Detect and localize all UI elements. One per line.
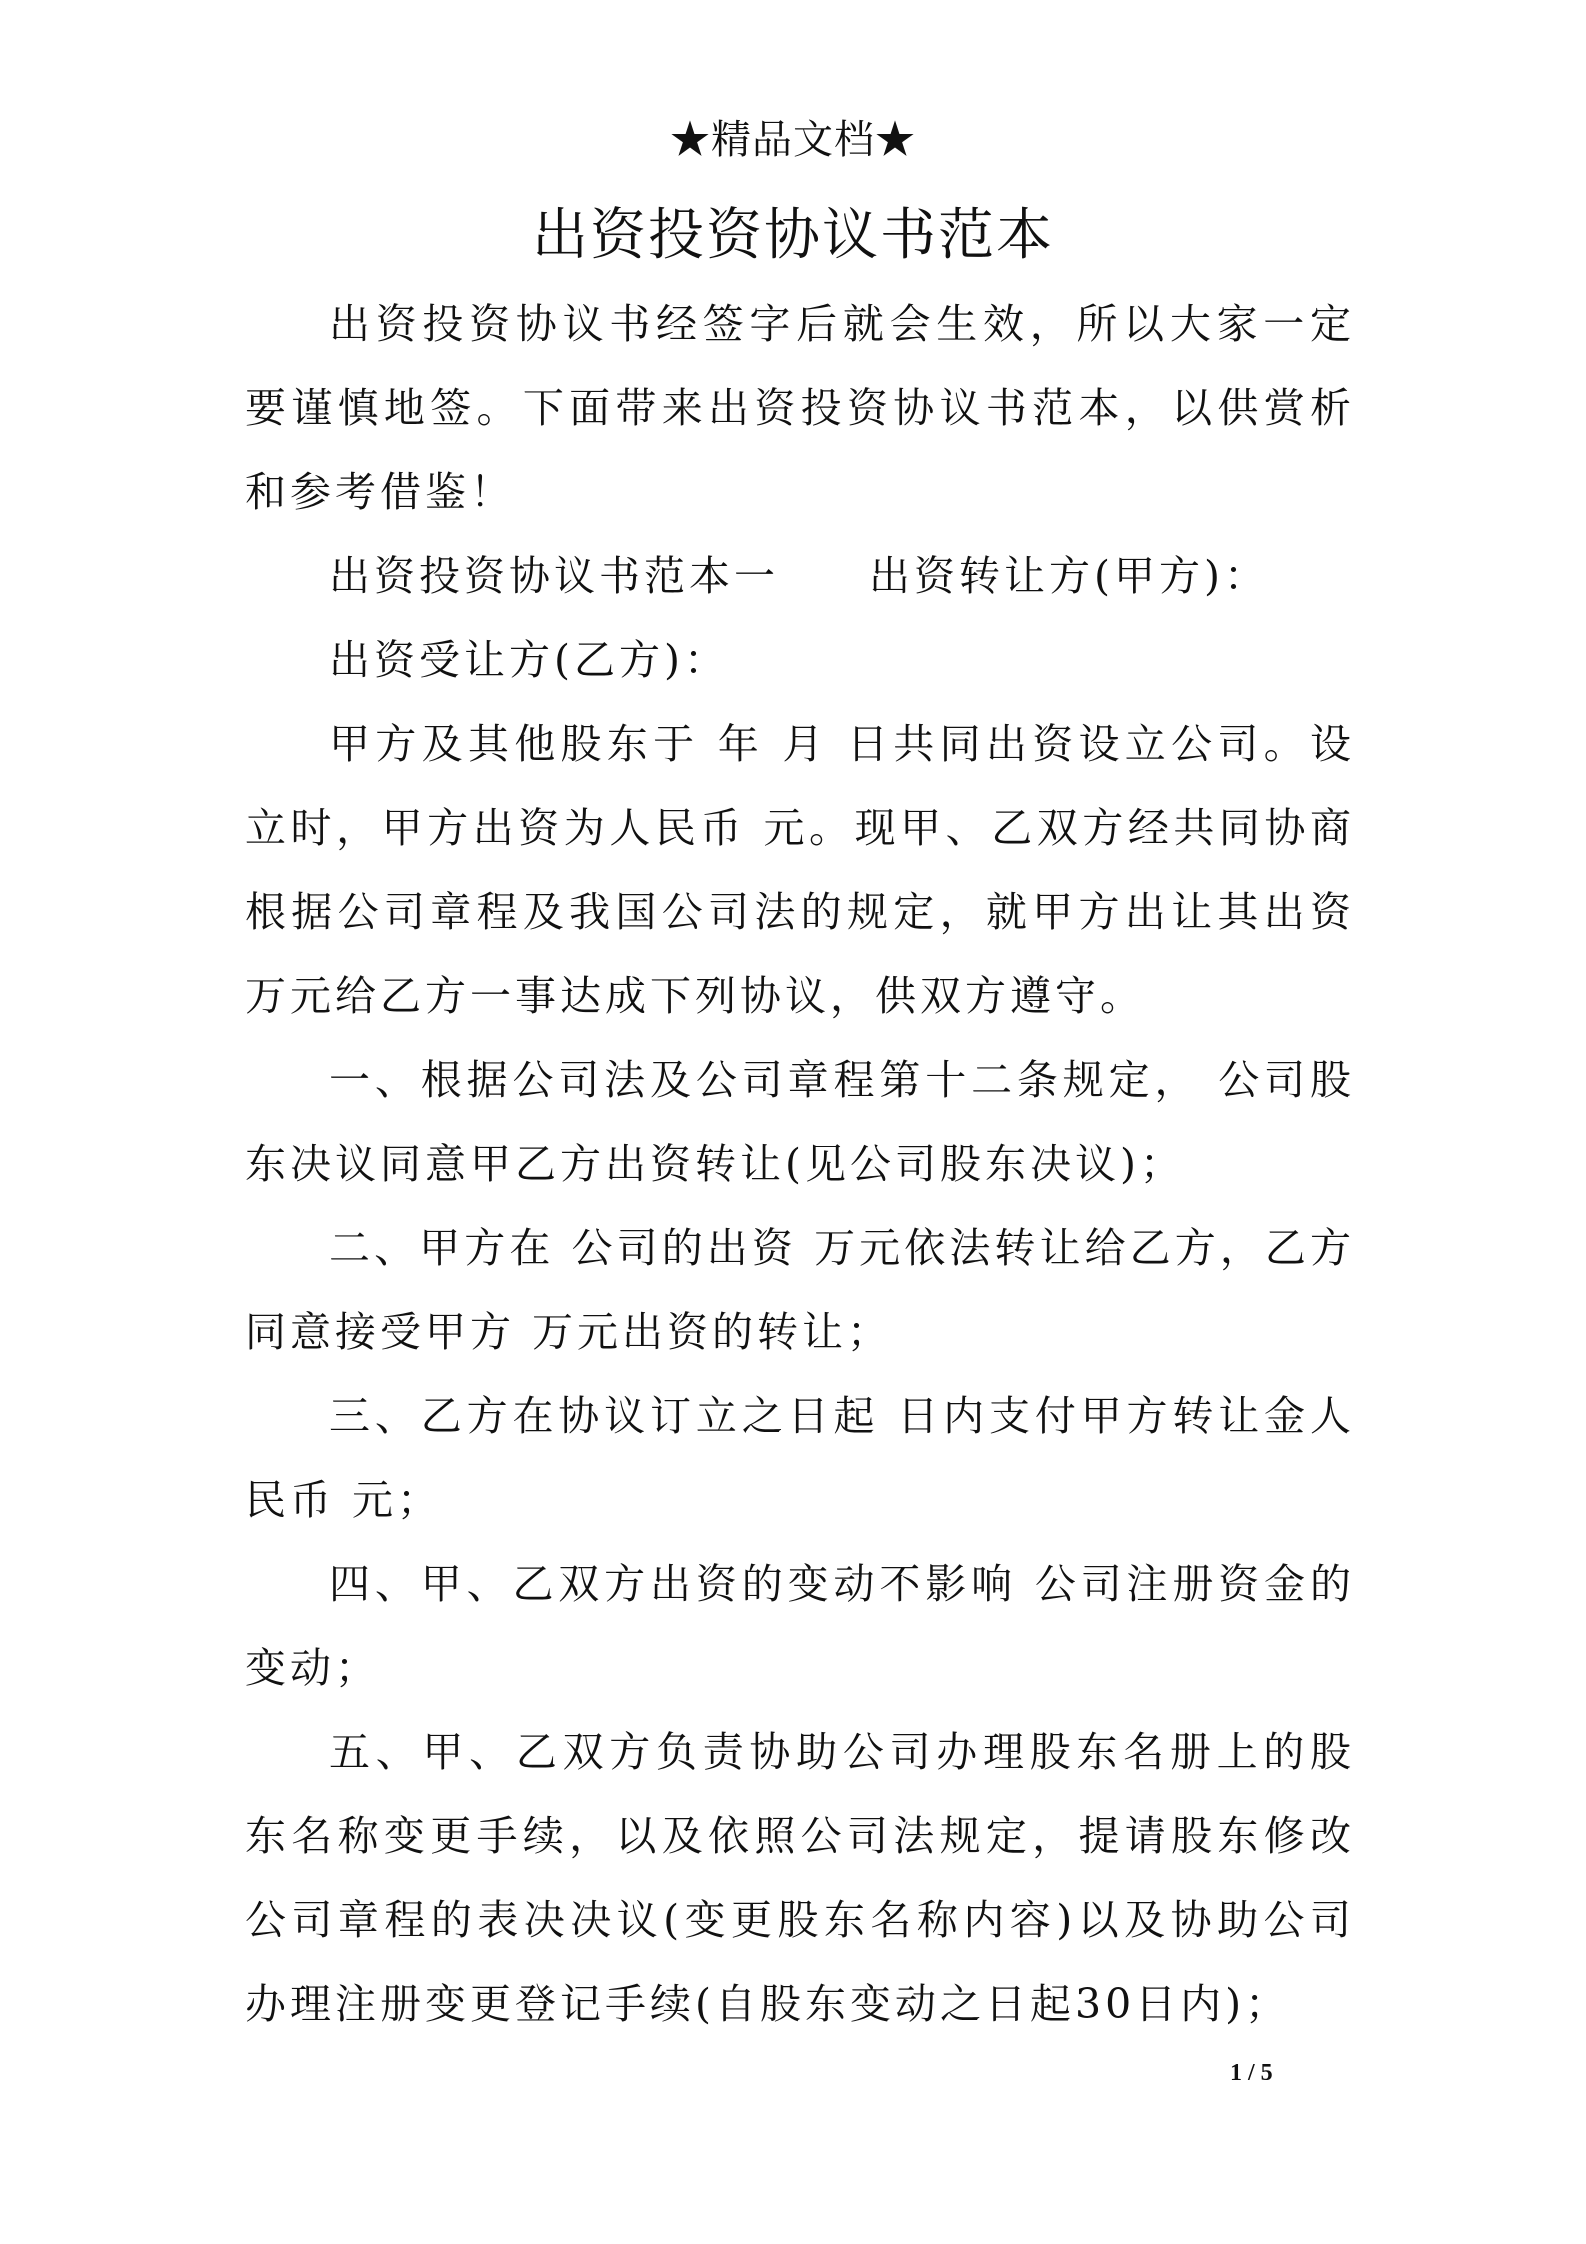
header-mark: ★精品文档★ bbox=[670, 117, 916, 163]
transferee-line: 出资受让方(乙方)： bbox=[329, 636, 729, 684]
clause-3: 三、乙方在协议订立之日起 日内支付甲方转让金人民币 元； bbox=[245, 1392, 1355, 1524]
clause-1: 一、根据公司法及公司章程第十二条规定， 公司股东决议同意甲乙方出资转让(见公司股东决议)； bbox=[245, 1056, 1355, 1188]
clause-2: 二、甲方在 公司的出资 万元依法转让给乙方，乙方同意接受甲方 万元出资的转让； bbox=[245, 1224, 1355, 1356]
clause-4: 四、甲、乙双方出资的变动不影响 公司注册资金的变动； bbox=[245, 1560, 1355, 1692]
document-body bbox=[245, 282, 1355, 2046]
document-title: 出资投资协议书范本 bbox=[532, 203, 1054, 268]
clause-5: 五、甲、乙双方负责协助公司办理股东名册上的股东名称变更手续，以及依照公司法规定，提请股东修改公司章程的表决决议(变更股东名称内容)以及协助公司办理注册变更登记手续(自股东变动之日起30日内)； bbox=[245, 1728, 1355, 2028]
page-number: 1 / 5 bbox=[1230, 2060, 1273, 2086]
preamble-paragraph: 甲方及其他股东于 年 月 日共同出资设立公司。设立时，甲方出资为人民币 元。现甲、乙双方经共同协商根据公司章程及我国公司法的规定，就甲方出让其出资 万元给乙方一事达成下列协议，供双方遵守。 bbox=[245, 720, 1355, 1020]
transferor-line: 出资投资协议书范本一 出资转让方(甲方)： bbox=[329, 552, 1269, 600]
intro-paragraph: 出资投资协议书经签字后就会生效，所以大家一定要谨慎地签。下面带来出资投资协议书范本，以供赏析和参考借鉴！ bbox=[245, 300, 1355, 516]
